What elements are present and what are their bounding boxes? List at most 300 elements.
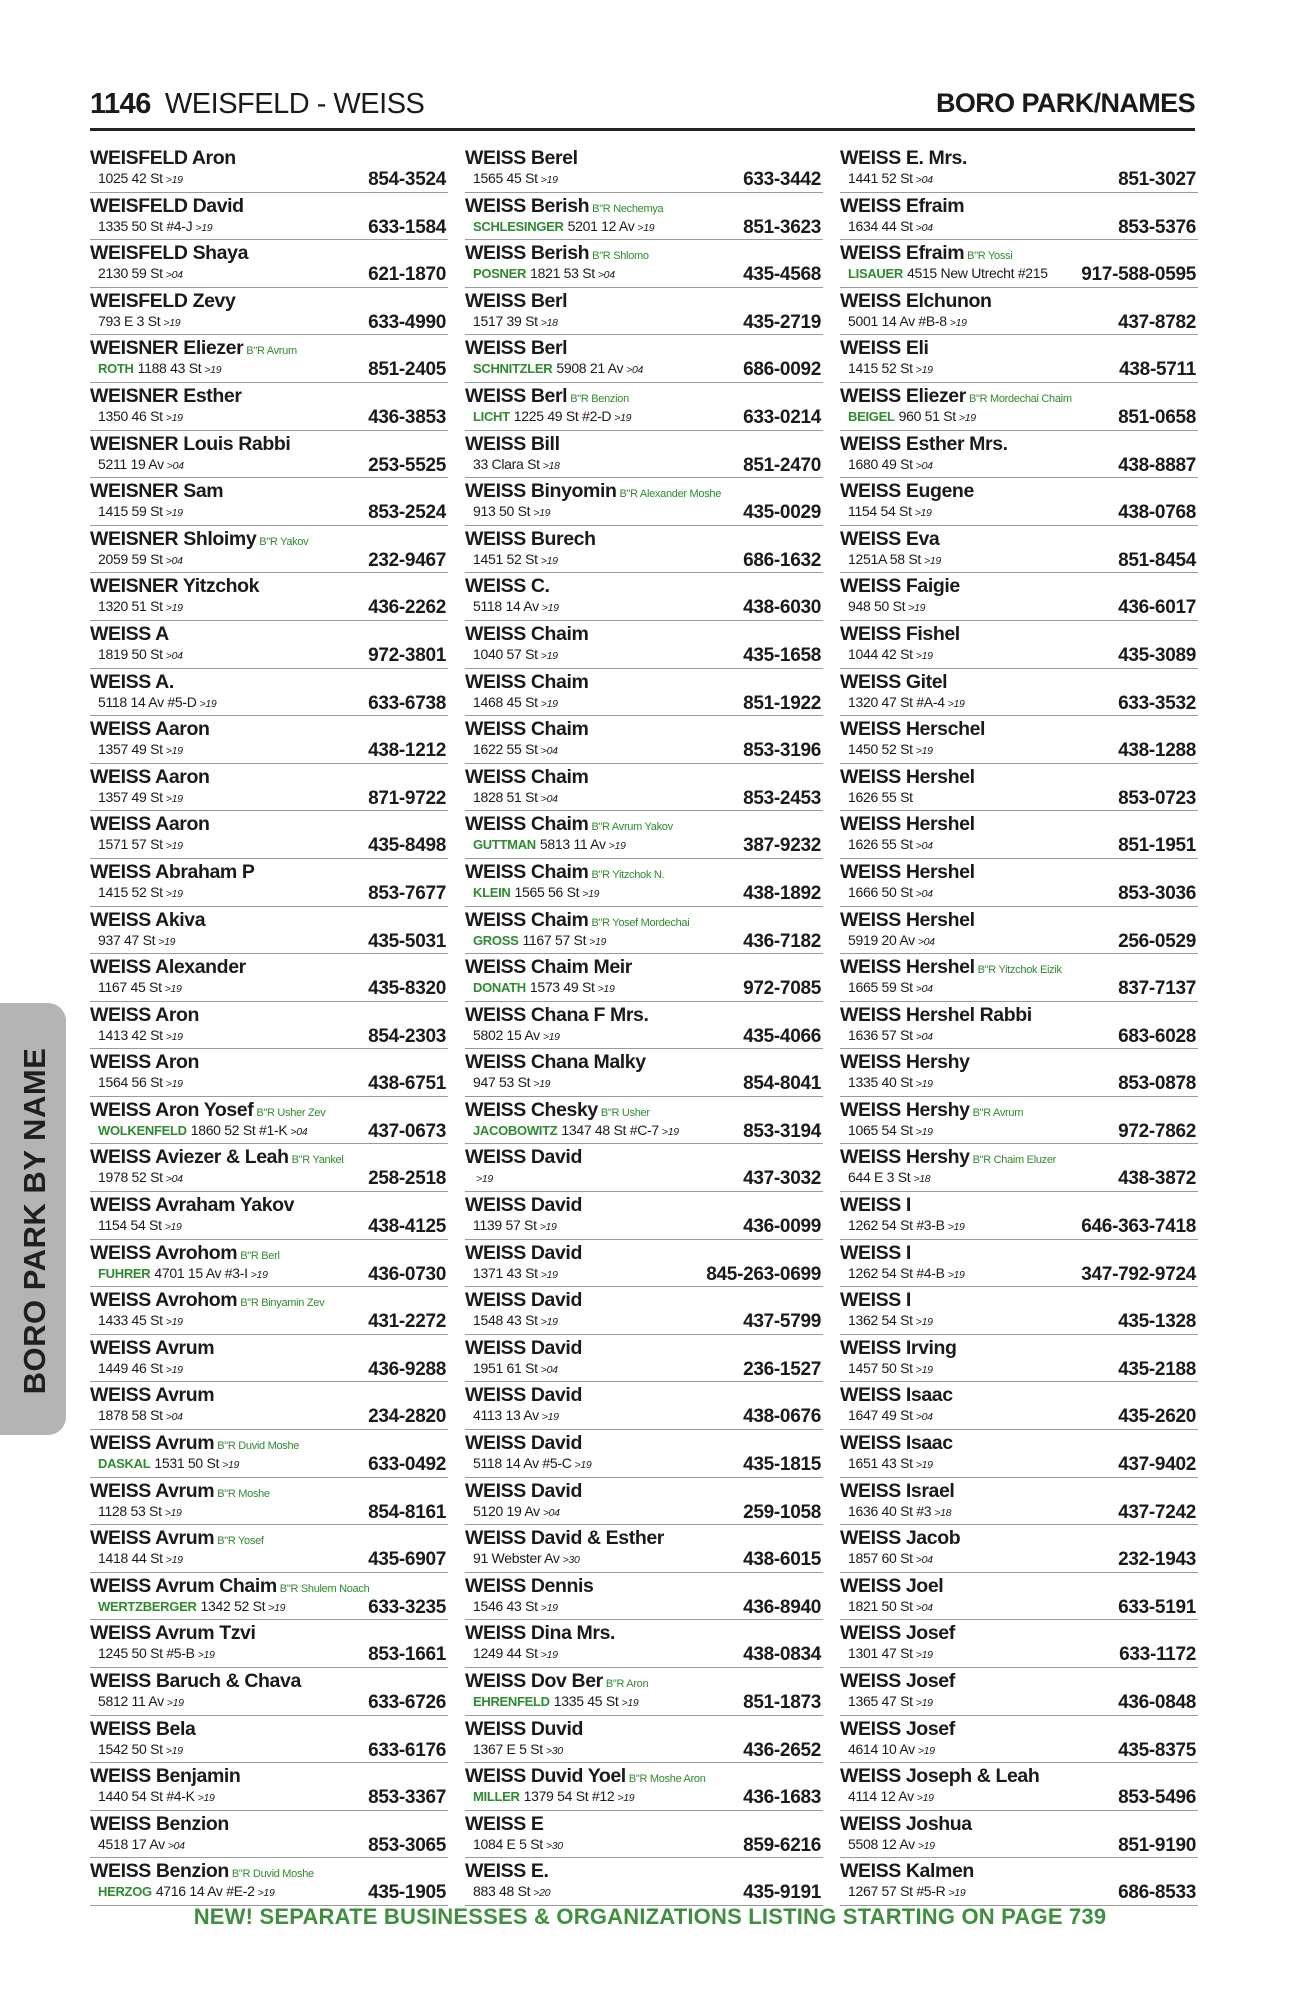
entry-phone: 853-3036 [1118, 882, 1196, 904]
entry-phone: 436-6017 [1118, 597, 1196, 619]
listing-entry [90, 573, 448, 621]
entry-name-line [90, 1480, 270, 1503]
entry-zone: >19 [915, 1316, 933, 1329]
listing-entry [465, 1049, 823, 1097]
entry-name: WEISS Chaim [465, 670, 589, 693]
entry-address-line [98, 265, 183, 281]
entry-address: 1415 59 St [98, 503, 163, 520]
entry-address-line [473, 1265, 558, 1281]
entry-address-line [848, 1788, 934, 1804]
entry-address-line [98, 1169, 183, 1185]
entry-address: 1546 43 St [473, 1597, 538, 1614]
entry-phone: 436-2262 [368, 597, 446, 619]
entry-phone: 633-1172 [1119, 1644, 1196, 1666]
entry-maiden-note: B"R Nechemya [592, 202, 664, 215]
entry-name: WEISS Hershel [840, 765, 975, 788]
entry-zone: >04 [597, 269, 615, 282]
entry-phone: 259-1058 [743, 1501, 821, 1523]
entry-maiden-note: B"R Yosef Mordechai [591, 916, 690, 929]
entry-address: 1379 54 St #12 [523, 1788, 615, 1805]
listing-entry [840, 764, 1198, 812]
listing-entry [90, 1287, 448, 1335]
entry-address-line [473, 408, 631, 424]
entry-name: WEISS David [465, 1432, 582, 1455]
listing-entry [465, 1382, 823, 1430]
entry-maiden-note: B"R Yitzchok Eizik [977, 964, 1062, 977]
entry-name-line [840, 433, 1008, 456]
entry-name: WEISS Akiva [90, 908, 206, 931]
entry-address: 1128 53 St [98, 1502, 162, 1519]
listing-entry [840, 1620, 1198, 1668]
entry-maiden-note: B"R Usher [600, 1106, 650, 1119]
entry-name-line [840, 1622, 955, 1645]
entry-zone: >19 [924, 554, 941, 567]
entry-maiden-note: B"R Duvid Moshe [231, 1868, 314, 1881]
entry-address: 1065 54 St [848, 1121, 913, 1138]
entry-phone: 436-3853 [368, 406, 446, 428]
entry-address: 5201 12 Av [567, 217, 635, 234]
entry-phone: 633-0492 [368, 1454, 446, 1476]
entry-zone: >04 [915, 459, 933, 472]
entry-zone: >19 [589, 935, 607, 948]
entry-zone: >19 [915, 1649, 933, 1662]
entry-name: WEISS David [465, 1336, 582, 1359]
entry-address: 913 50 St [473, 503, 531, 520]
entry-phone: 633-6726 [368, 1692, 446, 1713]
entry-address-line [848, 408, 976, 424]
entry-name-line [840, 1813, 972, 1836]
entry-name-line [840, 1765, 1039, 1788]
entry-name: WEISS Jacob [840, 1527, 961, 1550]
entry-name-line [465, 1670, 648, 1693]
entry-zone: >04 [915, 1411, 933, 1424]
entry-address: 1647 49 St [848, 1407, 913, 1424]
entry-name: WEISS Chaim [465, 718, 589, 741]
entry-name-line [465, 1765, 706, 1788]
entry-address: 5118 14 Av [473, 598, 539, 615]
entry-address-line [848, 598, 925, 614]
entry-zone: >19 [476, 1173, 493, 1186]
entry-zone: >19 [165, 1744, 183, 1757]
entry-zone: >19 [533, 507, 551, 520]
entry-name-line [840, 1289, 911, 1312]
entry-phone: 436-0099 [743, 1216, 821, 1238]
entry-name: WEISS Aaron [90, 813, 210, 836]
section-title: BORO PARK/NAMES [935, 88, 1195, 118]
entry-phone: 436-8940 [743, 1596, 821, 1618]
entry-name-line [465, 1480, 582, 1503]
entry-address-line [848, 884, 933, 900]
entry-phone: 686-1632 [743, 549, 821, 571]
entry-zone: >19 [165, 840, 183, 853]
entry-zone: >19 [197, 1792, 215, 1805]
page-header [90, 84, 1195, 131]
entry-address-line [848, 1122, 933, 1138]
entry-phone: 437-5799 [743, 1311, 821, 1333]
entry-address: 1636 57 St [848, 1026, 913, 1043]
entry-name: WEISS Hershel [840, 813, 975, 836]
entry-zone: >19 [916, 1792, 934, 1805]
entry-address-line [848, 1883, 965, 1899]
entry-name: WEISS Chaim [465, 860, 589, 883]
entry-address-line [848, 551, 941, 567]
entry-name-line [465, 1146, 582, 1169]
entry-name: WEISS Avrohom [90, 1289, 238, 1312]
entry-address: 1347 48 St #C-7 [561, 1121, 659, 1138]
entry-address: 1044 42 St [848, 645, 913, 662]
entry-family-name: WERTZBERGER [98, 1598, 197, 1614]
entry-address-line [473, 1693, 638, 1709]
entry-address-line [98, 1312, 183, 1328]
listing-entry [90, 288, 448, 336]
listing-entry [840, 1478, 1198, 1526]
listing-entry [840, 1430, 1198, 1478]
entry-name: WEISS Aron Yosef [90, 1098, 254, 1121]
entry-address: 2130 59 St [98, 265, 163, 282]
entry-name-line [90, 1813, 229, 1836]
entry-phone: 435-4568 [743, 264, 821, 286]
entry-phone: 438-1892 [743, 882, 821, 904]
entry-zone: >18 [934, 1506, 952, 1519]
entry-zone: >04 [290, 1125, 308, 1138]
entry-phone: 435-8375 [1118, 1739, 1196, 1761]
entry-address: 1951 61 St [473, 1359, 538, 1376]
entry-address: 1666 50 St [848, 883, 913, 900]
entry-address: 948 50 St [848, 598, 906, 615]
entry-phone: 435-5031 [368, 930, 446, 952]
entry-address: 1267 57 St #5-R [848, 1883, 946, 1900]
entry-address-line [98, 503, 183, 519]
entry-address-line [98, 646, 183, 662]
entry-address-line [473, 1836, 563, 1852]
entry-phone: 435-2620 [1118, 1406, 1196, 1428]
entry-name: WEISS Joel [840, 1574, 944, 1597]
entry-address-line [848, 265, 1048, 281]
entry-zone: >19 [540, 697, 558, 710]
entry-zone: >19 [542, 1030, 560, 1043]
entry-family-name: EHRENFELD [473, 1694, 550, 1709]
entry-phone: 438-4125 [368, 1216, 446, 1238]
entry-address: 1531 50 St [154, 1455, 220, 1472]
entry-zone: >19 [165, 1316, 183, 1329]
entry-name: WEISS Benjamin [90, 1765, 241, 1788]
listing-entry [465, 526, 823, 574]
entry-name: WEISS Chana F Mrs. [465, 1003, 649, 1026]
entry-address-line [98, 694, 216, 710]
entry-phone: 871-9722 [368, 787, 446, 809]
listing-entry [465, 954, 823, 1002]
entry-address: 4716 14 Av #E-2 [155, 1883, 255, 1900]
entry-address-line [848, 694, 965, 710]
entry-address: 5508 12 Av [848, 1835, 915, 1852]
entry-name: WEISS I [840, 1194, 911, 1217]
entry-phone: 234-2820 [368, 1406, 446, 1428]
entry-zone: >19 [165, 1030, 183, 1043]
entry-phone: 851-1951 [1118, 835, 1196, 857]
entry-name: WEISNER Sam [90, 480, 224, 503]
listing-entry [840, 907, 1198, 955]
entry-address: 1320 51 St [98, 598, 163, 615]
entry-address: 1418 44 St [98, 1550, 163, 1567]
entry-family-name: SCHNITZLER [473, 361, 553, 377]
entry-zone: >19 [915, 1078, 933, 1091]
entry-family-name: GUTTMAN [473, 837, 536, 853]
entry-maiden-note: B"R Duvid Moshe [217, 1440, 300, 1453]
footer-notice: NEW! SEPARATE BUSINESSES & ORGANIZATIONS LISTING STARTING ON PAGE 739 [193, 1904, 1107, 1929]
listing-entry [840, 288, 1198, 336]
entry-address: 1542 50 St [98, 1740, 163, 1757]
listing-entry [465, 716, 823, 764]
listing-entry [840, 193, 1198, 241]
entry-name: WEISS E. Mrs. [840, 147, 967, 169]
listing-entry [840, 1716, 1198, 1764]
entry-phone: 633-3442 [743, 169, 821, 190]
entry-name: WEISS Hershy [840, 1051, 970, 1074]
entry-phone: 438-3872 [1118, 1168, 1196, 1190]
listing-entry [90, 764, 448, 812]
entry-name-line [465, 766, 588, 789]
entry-address: 1154 54 St [848, 503, 912, 520]
entry-address-line [848, 1360, 933, 1376]
listing-entry [90, 526, 448, 574]
listing-column-3 [840, 145, 1198, 1906]
entry-address-line [848, 1407, 933, 1423]
listing-entry [90, 193, 448, 241]
entry-phone: 972-7862 [1118, 1120, 1196, 1142]
entry-address: 1565 45 St [473, 170, 538, 186]
entry-name: WEISS Duvid Yoel [465, 1765, 626, 1788]
entry-name-line [90, 1527, 264, 1550]
listing-entry [90, 1335, 448, 1383]
entry-name: WEISS Hershel Rabbi [840, 1003, 1032, 1026]
entry-address-line [848, 836, 933, 852]
entry-phone: 633-4990 [368, 311, 446, 333]
entry-name: WEISS Joshua [840, 1812, 972, 1835]
entry-name-line [840, 1051, 970, 1074]
entry-address: 5813 11 Av [539, 836, 606, 853]
entry-name-line [465, 671, 588, 694]
entry-zone: >04 [540, 1363, 558, 1376]
entry-name: WEISS Chaim Meir [465, 956, 632, 979]
entry-phone: 435-1328 [1118, 1311, 1196, 1333]
entry-zone: >04 [626, 364, 644, 377]
entry-address: 1262 54 St #3-B [848, 1217, 945, 1234]
entry-name-line [465, 147, 578, 170]
entry-zone: >19 [582, 887, 600, 900]
entry-phone: 972-7085 [743, 978, 821, 1000]
entry-address-line [473, 456, 560, 472]
entry-family-name: WOLKENFELD [98, 1122, 187, 1138]
entry-address-line [848, 1312, 933, 1328]
entry-address-line [98, 932, 175, 948]
entry-name-line [90, 290, 235, 313]
entry-zone: >19 [164, 1506, 182, 1519]
entry-name-line [840, 337, 929, 360]
entry-zone: >19 [166, 1697, 184, 1709]
entry-zone: >04 [915, 1601, 933, 1614]
entry-address: 1441 52 St [848, 170, 913, 186]
entry-family-name: LICHT [473, 408, 510, 424]
entry-name: WEISFELD David [90, 194, 244, 217]
entry-name-line [90, 813, 209, 836]
entry-name: WEISS Avrum [90, 1527, 215, 1550]
entry-address-line [473, 1122, 679, 1138]
entry-name-line [465, 1527, 664, 1550]
entry-zone: >19 [947, 1221, 965, 1234]
entry-phone: 633-5191 [1118, 1596, 1196, 1618]
entry-name-line [90, 1432, 299, 1455]
entry-name: WEISS David [465, 1241, 582, 1264]
entry-address: 1857 60 St [848, 1550, 913, 1567]
entry-phone: 837-7137 [1118, 978, 1196, 1000]
entry-zone: >19 [917, 1744, 935, 1757]
entry-zone: >19 [614, 411, 632, 424]
entry-name-line [840, 813, 975, 836]
entry-name: WEISS Hershel [840, 860, 975, 883]
entry-phone: 633-1584 [368, 216, 446, 238]
entry-maiden-note: B"R Avrum [246, 345, 297, 358]
entry-zone: >19 [540, 1268, 558, 1281]
entry-family-name: DASKAL [98, 1456, 151, 1472]
entry-address-line [98, 170, 183, 186]
entry-name: WEISS Josef [840, 1622, 955, 1645]
entry-name: WEISS Berl [465, 289, 568, 312]
entry-name-line [840, 861, 975, 884]
entry-phone: 438-5711 [1119, 359, 1196, 381]
entry-name: WEISS Dina Mrs. [465, 1622, 616, 1645]
entry-maiden-note: B"R Yitzchok N. [591, 868, 665, 881]
entry-address-line [848, 741, 933, 757]
entry-name: WEISS Benzion [90, 1860, 229, 1883]
entry-maiden-note: B"R Avrum Yakov [591, 821, 673, 834]
entry-phone: 437-3032 [743, 1168, 821, 1190]
entry-phone: 851-3027 [1118, 169, 1196, 190]
listing-entry [465, 621, 823, 669]
listing-entry [840, 526, 1198, 574]
entry-address: 960 51 St [898, 407, 956, 424]
listing-entry [90, 954, 448, 1002]
listing-entry [840, 1335, 1198, 1383]
entry-zone: >19 [574, 1459, 592, 1472]
entry-family-name: FUHRER [98, 1265, 151, 1281]
entry-zone: >19 [165, 1078, 183, 1091]
entry-phone: 435-8498 [368, 835, 446, 857]
entry-address-line [473, 360, 643, 376]
entry-name: WEISS Aron [90, 1003, 200, 1026]
entry-name: WEISS Isaac [840, 1432, 953, 1455]
entry-name: WEISS Josef [840, 1717, 955, 1740]
entry-phone: 853-2524 [368, 502, 446, 524]
entry-zone: >19 [540, 1601, 558, 1614]
entry-name: WEISS Avraham Yakov [90, 1194, 295, 1217]
entry-name-line [465, 1432, 582, 1455]
entry-address: 1415 52 St [848, 360, 913, 377]
listing-entry [840, 1144, 1198, 1192]
listing-entry [465, 1144, 823, 1192]
entry-phone: 437-7242 [1118, 1501, 1196, 1523]
entry-name: WEISS Chana Malky [465, 1051, 646, 1074]
entry-address-line [98, 218, 212, 234]
entry-zone: >04 [915, 840, 933, 853]
entry-zone: >04 [540, 745, 558, 758]
entry-phone: 853-3367 [368, 1787, 446, 1809]
entry-zone: >30 [545, 1839, 563, 1852]
entry-address-line [473, 789, 558, 805]
entry-address: 5001 14 Av #B-8 [848, 312, 947, 329]
entry-zone: >19 [915, 1459, 933, 1472]
entry-name-line [840, 1099, 1023, 1122]
entry-phone: 851-2405 [368, 359, 446, 381]
entry-address-line [473, 1169, 493, 1185]
entry-phone: 438-6015 [743, 1549, 821, 1571]
entry-phone: 436-0730 [368, 1263, 446, 1285]
entry-name-line [840, 956, 1062, 979]
entry-name: WEISNER Esther [90, 384, 242, 407]
entry-name: WEISS Fishel [840, 622, 960, 645]
listing-entry [840, 145, 1198, 193]
entry-name-line [465, 242, 649, 265]
listing-entry [465, 1763, 823, 1811]
entry-address-line [848, 646, 933, 662]
entry-name: WEISS Berl [465, 384, 568, 407]
entry-maiden-note: B"R Moshe [217, 1487, 270, 1500]
entry-address: 1262 54 St #4-B [848, 1264, 945, 1281]
entry-name: WEISS Herschel [840, 718, 986, 741]
entry-phone: 853-1661 [368, 1644, 446, 1666]
entry-name-line [465, 909, 689, 932]
entry-phone: 851-2470 [743, 454, 821, 476]
entry-name-line [840, 480, 974, 503]
entry-name: WEISS Eli [840, 337, 929, 360]
entry-phone: 438-8887 [1118, 454, 1196, 476]
entry-phone: 854-8041 [743, 1073, 821, 1095]
listing-entry [90, 1192, 448, 1240]
entry-name-line [840, 1575, 943, 1598]
entry-name-line [840, 1384, 953, 1407]
entry-address-line [848, 360, 933, 376]
entry-name: WEISS Eliezer [840, 384, 966, 407]
entry-name: WEISS Hershel [840, 956, 975, 979]
entry-address-line [98, 1645, 215, 1661]
entry-address-line [848, 1265, 965, 1281]
entry-phone: 431-2272 [368, 1311, 446, 1333]
entry-zone: >19 [915, 1363, 933, 1376]
entry-name: WEISS E. [465, 1860, 549, 1883]
listing-entry [840, 1192, 1198, 1240]
entry-name-line [90, 1384, 214, 1407]
entry-address: 1335 50 St #4-J [98, 217, 193, 234]
entry-zone: >19 [915, 364, 933, 377]
listing-entry [840, 1573, 1198, 1621]
listing-entry [90, 1858, 448, 1906]
entry-zone: >19 [222, 1459, 240, 1472]
entry-name-line [465, 480, 721, 503]
entry-name-line [465, 1242, 582, 1265]
entry-name-line [465, 337, 567, 360]
entry-name: WEISS Chesky [465, 1098, 598, 1121]
entry-name: WEISS Gitel [840, 670, 948, 693]
listing-entry [465, 145, 823, 193]
entry-maiden-note: B"R Binyamin Zev [240, 1297, 325, 1310]
entry-phone: 853-7677 [368, 882, 446, 904]
entry-address-line [98, 408, 183, 424]
entry-name: WEISS Faigie [840, 575, 960, 598]
entry-address: 1468 45 St [473, 693, 538, 710]
entry-address-line [848, 170, 933, 186]
entry-address-line [473, 1550, 580, 1566]
entry-address-line [473, 1312, 558, 1328]
entry-phone: 633-3532 [1118, 692, 1196, 714]
